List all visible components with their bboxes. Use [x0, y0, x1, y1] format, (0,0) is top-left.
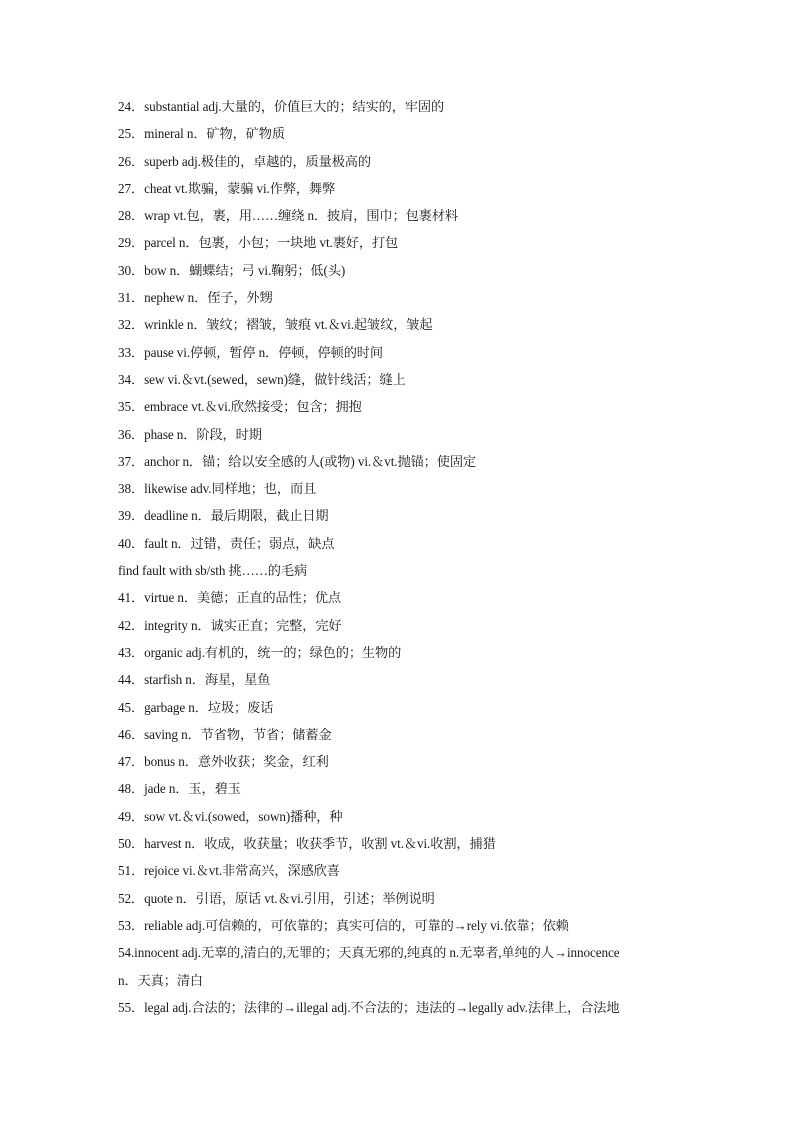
vocab-phrase-find-fault: find fault with sb/sth 挑……的毛病	[118, 563, 308, 579]
vocab-entry-47: 47．bonus n．意外收获；奖金，红利	[118, 754, 329, 770]
vocab-entry-32: 32．wrinkle n．皱纹；褶皱，皱痕 vt.＆vi.起皱纹，皱起	[118, 317, 433, 333]
vocab-entry-36: 36．phase n．阶段，时期	[118, 426, 262, 442]
vocab-entry-41: 41．virtue n．美德；正直的品性；优点	[118, 590, 341, 606]
vocab-entry-30: 30．bow n．蝴蝶结；弓 vi.鞠躬；低(头)	[118, 262, 346, 278]
vocab-entry-24: 24．substantial adj.大量的，价值巨大的；结实的，牢固的	[118, 99, 445, 114]
vocab-entry-52: 52．quote n．引语，原话 vt.＆vi.引用，引述；举例说明	[118, 890, 435, 906]
vocab-entry-40: 40．fault n．过错，责任；弱点，缺点	[118, 535, 335, 551]
vocab-entry-37: 37．anchor n．锚；给以安全感的人(或物) vi.＆vt.抛锚；使固定	[118, 453, 476, 469]
vocab-entry-48: 48．jade n．玉，碧玉	[118, 781, 241, 797]
vocab-entry-27: 27．cheat vt.欺骗，蒙骗 vi.作弊，舞弊	[118, 180, 336, 196]
vocab-entry-39: 39．deadline n．最后期限，截止日期	[118, 508, 329, 524]
vocab-entry-55: 55．legal adj.合法的；法律的→illegal adj.不合法的；违法的→legally adv.法律上，合法地	[118, 999, 620, 1015]
vocab-entry-46: 46．saving n．节省物，节省；储蓄金	[118, 726, 332, 742]
vocab-entry-38: 38．likewise adv.同样地；也，而且	[118, 481, 317, 497]
vocab-entry-54: 54.innocent adj.无辜的,清白的,无罪的；天真无邪的,纯真的 n.无辜者,单纯的人→innocence	[118, 945, 620, 961]
vocab-entry-51: 51．rejoice vi.＆vt.非常高兴，深感欣喜	[118, 863, 340, 879]
vocab-entry-25: 25．mineral n．矿物，矿物质	[118, 126, 285, 142]
vocab-entry-31: 31．nephew n．侄子，外甥	[118, 290, 273, 306]
vocabulary-list	[118, 93, 684, 1021]
vocab-entry-49: 49．sow vt.＆vi.(sowed，sown)播种，种	[118, 808, 343, 824]
vocab-entry-34: 34．sew vi.＆vt.(sewed，sewn)缝，做针线活；缝上	[118, 371, 406, 387]
vocab-entry-33: 33．pause vi.停顿，暂停 n．停顿，停顿的时间	[118, 344, 383, 360]
vocab-entry-44: 44．starfish n．海星，星鱼	[118, 672, 271, 688]
vocab-entry-50: 50．harvest n．收成，收获量；收获季节，收割 vt.＆vi.收割，捕猎	[118, 836, 496, 852]
vocab-entry-29: 29．parcel n．包裹，小包；一块地 vt.裹好，打包	[118, 235, 399, 251]
vocab-entry-43: 43．organic adj.有机的，统一的；绿色的；生物的	[118, 644, 402, 660]
vocab-entry-54-continued: n．天真；清白	[118, 972, 204, 988]
vocab-entry-28: 28．wrap vt.包，裹，用……缠绕 n．披肩，围巾；包裹材料	[118, 208, 458, 224]
vocab-entry-45: 45．garbage n．垃圾；废话	[118, 699, 274, 715]
vocab-entry-53: 53．reliable adj.可信赖的，可依靠的；真实可信的，可靠的→rely vi.依靠；依赖	[118, 917, 569, 933]
vocab-entry-35: 35．embrace vt.＆vi.欣然接受；包含；拥抱	[118, 399, 362, 415]
vocab-entry-26: 26．superb adj.极佳的，卓越的，质量极高的	[118, 153, 371, 169]
vocab-entry-42: 42．integrity n．诚实正直；完整，完好	[118, 617, 342, 633]
